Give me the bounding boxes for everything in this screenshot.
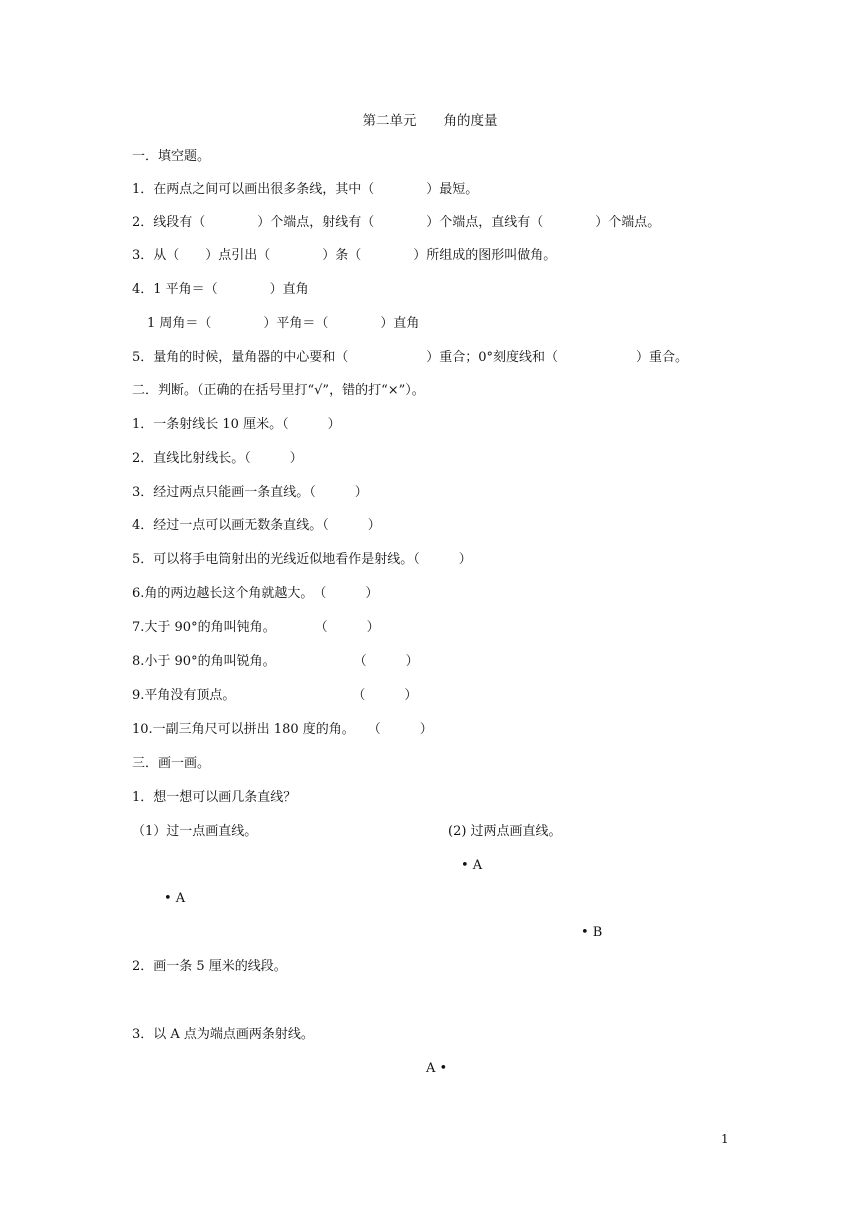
draw-question-1b: (2) 过两点画直线。 xyxy=(448,824,562,839)
point-b: • B xyxy=(581,925,603,940)
judge-item-8: 8.小于 90°的角叫锐角。 （ ） xyxy=(132,654,419,669)
judge-item-5: 5．可以将手电筒射出的光线近似地看作是射线。（ ） xyxy=(132,552,472,567)
page-number: 1 xyxy=(721,1132,729,1146)
draw-question-3: 3．以 A 点为端点画两条射线。 xyxy=(132,1027,314,1042)
judge-item-6: 6.角的两边越长这个角就越大。 （ ） xyxy=(132,586,379,601)
fill-item-1: 1．在两点之间可以画出很多条线，其中（ ）最短。 xyxy=(132,182,479,197)
judge-item-3: 3．经过两点只能画一条直线。（ ） xyxy=(132,485,368,500)
point-a-rays: A • xyxy=(426,1061,448,1076)
judge-item-10: 10.一副三角尺可以拼出 180 度的角。 （ ） xyxy=(132,722,433,737)
draw-question-1a: （1）过一点画直线。 xyxy=(132,824,258,839)
section1-heading: 一．填空题。 xyxy=(132,149,211,164)
draw-question-1: 1．想一想可以画几条直线？ xyxy=(132,790,297,805)
fill-item-2: 2．线段有（ ）个端点，射线有（ ）个端点，直线有（ ）个端点。 xyxy=(132,215,661,230)
section3-heading: 三．画一画。 xyxy=(132,756,211,771)
section2-heading: 二．判断。（正确的在括号里打“√”，错的打“×”）。 xyxy=(132,383,425,398)
judge-item-1: 1．一条射线长 10 厘米。（ ） xyxy=(132,417,341,432)
page-title: 第二单元 角的度量 xyxy=(362,113,498,129)
judge-item-9: 9.平角没有顶点。 （ ） xyxy=(132,688,418,703)
point-a-two-points: • A xyxy=(461,858,483,873)
fill-item-5: 5．量角的时候，量角器的中心要和（ ）重合；0°刻度线和（ ）重合。 xyxy=(132,350,689,365)
judge-item-2: 2．直线比射线长。（ ） xyxy=(132,451,303,466)
fill-item-3: 3．从（ ）点引出（ ）条（ ）所组成的图形叫做角。 xyxy=(132,248,557,263)
judge-item-7: 7.大于 90°的角叫钝角。 （ ） xyxy=(132,620,380,635)
point-a-one-point: • A xyxy=(164,891,186,906)
fill-item-4: 4．1 平角＝（ ）直角 xyxy=(132,282,309,297)
fill-item-4b: 1 周角＝（ ）平角＝（ ）直角 xyxy=(147,316,420,331)
draw-question-2: 2．画一条 5 厘米的线段。 xyxy=(132,959,287,974)
judge-item-4: 4．经过一点可以画无数条直线。（ ） xyxy=(132,518,381,533)
